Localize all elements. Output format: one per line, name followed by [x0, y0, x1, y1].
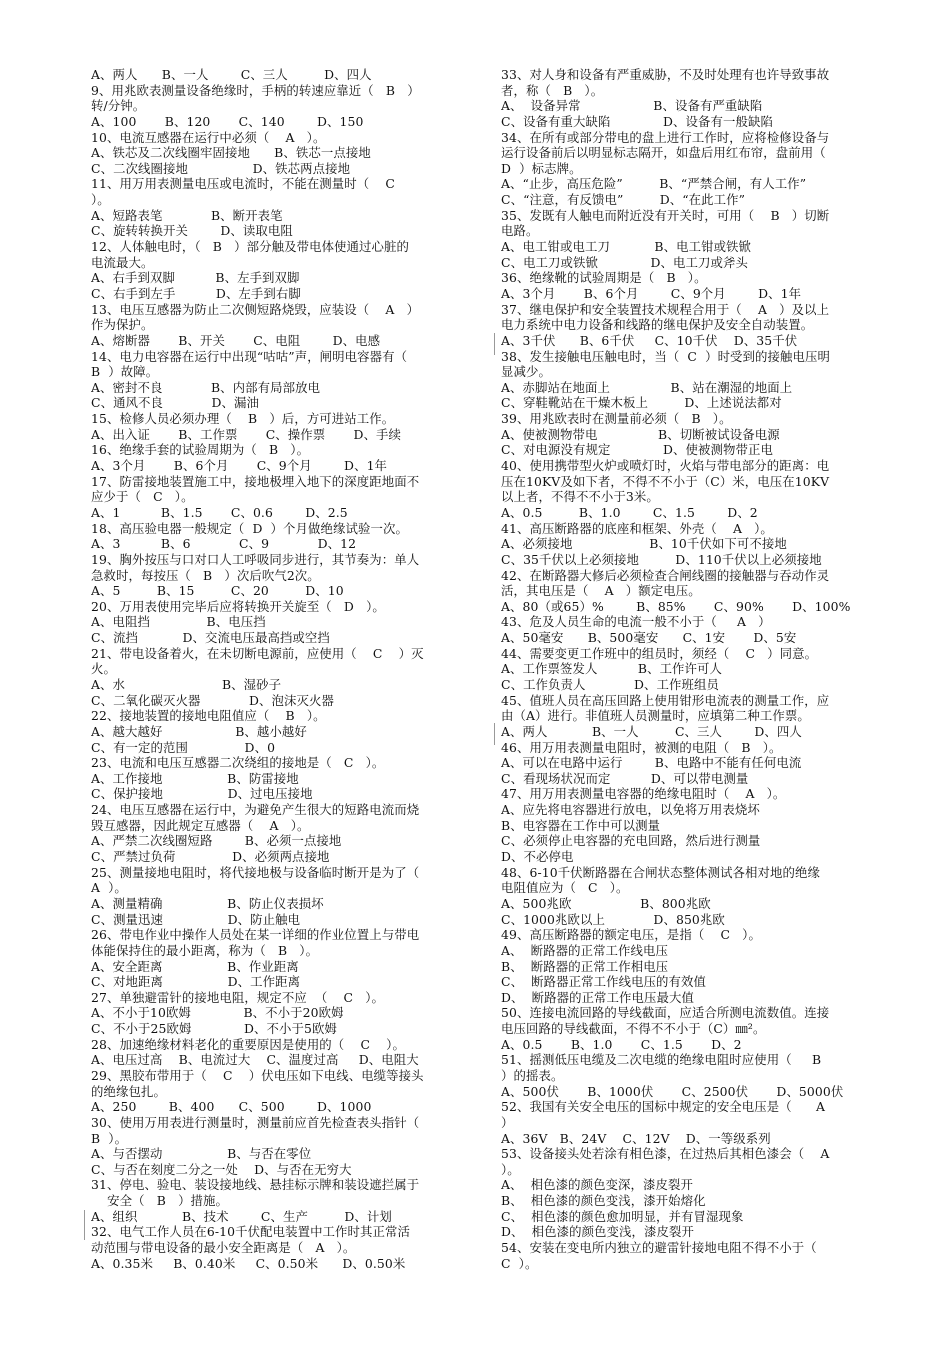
text-line: C、对地距离 D、工作距离 — [91, 974, 301, 990]
text-line: 52、我国有关安全电压的国标中规定的安全电压是（ A — [501, 1099, 826, 1115]
text-line: C、通风不良 D、漏油 — [91, 395, 260, 411]
text-line: D、不必停电 — [501, 849, 574, 865]
text-line: A、不小于10欧姆 B、不小于20欧姆 — [91, 1005, 344, 1021]
text-line: A ）。 — [91, 880, 127, 896]
text-line: 47、用万用表测量电容器的绝缘电阻时（ A ）。 — [501, 786, 786, 802]
text-line: 电压回路的导线截面，不得不不小于（C）㎜²。 — [501, 1021, 766, 1037]
text-line: A、右手到双脚 B、左手到双脚 — [91, 270, 300, 286]
text-line: A、250 B、400 C、500 D、1000 — [91, 1099, 372, 1115]
text-line: C、与否在刻度二分之一处 D、与否在无穷大 — [91, 1161, 352, 1177]
margin-mark — [84, 1210, 86, 1240]
text-line: 51、摇测低压电缆及二次电缆的绝缘电阻时应使用（ B — [501, 1052, 822, 1068]
text-line: A、必须接地 B、10千伏如下可不接地 — [501, 536, 787, 552]
text-line: 33、对人身和设备有严重威胁，不及时处理有也许导致事故 — [501, 67, 830, 82]
text-line: C、二氧化碳灭火器 D、泡沫灭火器 — [91, 692, 334, 708]
text-line: 28、加速绝缘材料老化的重要原因是使用的（ C ）。 — [91, 1036, 405, 1052]
text-line: C、 断路器正常工作线电压的有效值 — [501, 974, 707, 990]
text-line: A、铁芯及二次线圈牢固接地 B、铁芯一点接地 — [91, 145, 371, 161]
text-line: A、3个月 B、6个月 C、9个月 D、1年 — [501, 285, 802, 301]
text-line: 压在10KV及如下者，不得不不小于（C）米，电压在10KV — [501, 473, 830, 489]
text-line: 12、人体触电时，（ B ）部分触及带电体使通过心脏的 — [91, 239, 409, 255]
text-line: B ）故障。 — [91, 364, 159, 380]
text-line: 13、电压互感器为防止二次侧短路烧毁，应装设（ A ） — [91, 301, 420, 317]
text-line: 40、使用携带型火炉或喷灯时，火焰与带电部分的距离：电 — [501, 458, 830, 474]
text-line: C、“注意，有反馈电” D、“在此工作” — [501, 192, 746, 208]
text-line: A、严禁二次线圈短路 B、必须一点接地 — [91, 833, 342, 849]
text-line: 25、测量接地电阻时，将代接地极与设备临时断开是为了（ — [91, 864, 420, 880]
text-line: 以上者，不得不不小于3米。 — [501, 489, 659, 505]
text-line: A、100 B、120 C、140 D、150 — [91, 113, 364, 129]
text-line: ）。 — [91, 192, 110, 208]
left-column — [91, 67, 468, 1271]
text-line: A、工作接地 B、防雷接地 — [91, 770, 299, 786]
text-line: A、80（或65）% B、85% C、90% D、100% — [501, 598, 851, 614]
text-line: 22、接地装置的接地电阻值应（ B ）。 — [91, 708, 326, 724]
text-line: 活，其电压是（ A ）额定电压。 — [501, 583, 701, 599]
text-line: 30、使用万用表进行测量时，测量前应首先检查表头指针（ — [91, 1114, 420, 1130]
right-column — [501, 67, 861, 1271]
text-line: 电路。 — [501, 223, 539, 239]
text-line: C、测量迅速 D、防止触电 — [91, 911, 301, 927]
text-line: A、两人 B、一人 C、三人 D、四人 — [91, 67, 372, 82]
text-line: A、1 B、1.5 C、0.6 D、2.5 — [91, 504, 348, 520]
text-line: A、500伏 B、1000伏 C、2500伏 D、5000伏 — [501, 1083, 844, 1099]
text-line: 54、安装在变电所内独立的避雷针接地电阻不得不小于（ — [501, 1240, 817, 1256]
text-line: 46、用万用表测量电阻时，被测的电阻（ B ）。 — [501, 739, 782, 755]
text-line: 电阻值应为（ C ）。 — [501, 880, 629, 896]
text-line: 53、设备接头处若涂有相色漆，在过热后其相色漆会（ A — [501, 1146, 830, 1162]
text-line: A、3个月 B、6个月 C、9个月 D、1年 — [91, 458, 388, 474]
text-line: C、旋转转换开关 D、读取电阻 — [91, 223, 293, 239]
text-line: A、 相色漆的颜色变深，漆皮裂开 — [501, 1177, 693, 1193]
text-line: 44、需要变更工作班中的组员时，须经（ C ）同意。 — [501, 645, 818, 661]
text-line: A、密封不良 B、内部有局部放电 — [91, 379, 321, 395]
text-line: 17、防雷接地装置施工中，接地极埋入地下的深度距地面不 — [91, 473, 420, 489]
text-line: A、可以在电路中运行 B、电路中不能有任何电流 — [501, 755, 802, 771]
text-line: 毁互感器，因此规定互感器（ A ）。 — [91, 817, 310, 833]
text-line: 动范围与带电设备的最小安全距离是（ A ）。 — [91, 1240, 356, 1256]
text-line: A、与否摆动 B、与否在零位 — [91, 1146, 312, 1162]
text-line: A、两人 B、一人 C、三人 D、四人 — [501, 723, 802, 739]
text-line: 火。 — [91, 661, 116, 677]
text-line: 体能保持住的最小距离，称为（ B ）。 — [91, 942, 319, 958]
text-line: B、电容器在工作中可以测量 — [501, 817, 661, 833]
text-line: 27、单独避雷针的接地电阻，规定不应 （ C ）。 — [91, 989, 385, 1005]
text-line: C、1000兆欧以上 D、850兆欧 — [501, 911, 725, 927]
text-line: A、使被测物带电 B、切断被试设备电源 — [501, 426, 780, 442]
text-line: A、500兆欧 B、800兆欧 — [501, 895, 711, 911]
text-line: ）的摇表。 — [501, 1068, 564, 1083]
text-line: 38、发生接触电压触电时，当（ C ）时受到的接触电压明 — [501, 348, 830, 364]
text-line: D ）标志牌。 — [501, 160, 582, 176]
text-line: C、流挡 D、交流电压最高挡或空挡 — [91, 630, 330, 646]
text-line: A、0.35米 B、0.40米 C、0.50米 D、0.50米 — [91, 1255, 406, 1271]
text-line: C、设备有重大缺陷 D、设备有一般缺陷 — [501, 113, 773, 129]
text-line: 23、电流和电压互感器二次绕组的接地是（ C ）。 — [91, 755, 385, 771]
text-line: 电力系统中电力设备和线路的继电保护及安全自动装置。 — [501, 317, 814, 333]
text-line: 电流最大。 — [91, 254, 154, 270]
text-line: 20、万用表使用完毕后应将转换开关旋至（ D ）。 — [91, 598, 385, 614]
text-line: C、35千伏以上必须接地 D、110千伏以上必须接地 — [501, 551, 822, 567]
text-line: C、对电源没有规定 D、使被测物带正电 — [501, 442, 773, 458]
text-line: 应少于（ C ）。 — [91, 489, 194, 505]
text-line: 26、带电作业中操作人员处在某一详细的作业位置上与带电 — [91, 927, 420, 943]
text-line: 9、用兆欧表测量设备绝缘时，手柄的转速应靠近（ B ） — [91, 82, 420, 98]
text-line: 49、高压断路器的额定电压，是指（ C ）。 — [501, 927, 761, 943]
text-line: A、安全距离 B、作业距离 — [91, 958, 299, 974]
text-line: 39、用兆欧表时在测量前必须（ B ）。 — [501, 411, 732, 427]
text-line: B、 断路器的正常工作相电压 — [501, 958, 669, 974]
text-line: C、有一定的范围 D、0 — [91, 739, 276, 755]
text-line: 35、发既有人触电而附近没有开关时，可用（ B ）切断 — [501, 207, 830, 223]
text-line: 转/分钟。 — [91, 98, 146, 114]
text-line: 急救时，每按压（ B ）次后吹气2次。 — [91, 567, 320, 583]
text-line: 运行设备前后以明显标志隔开，如盘后用红布帘，盘前用（ — [501, 145, 826, 161]
text-line: 37、继电保护和安全装置技术规程合用于（ A ）及以上 — [501, 301, 830, 317]
text-line: A、电压过高 B、电流过大 C、温度过高 D、电阻大 — [91, 1052, 419, 1068]
text-line: 31、停电、验电、装设接地线、悬挂标示牌和装设遮拦属于 — [91, 1177, 420, 1193]
text-line: A、工作票签发人 B、工作许可人 — [501, 661, 723, 677]
text-line: A、 断路器的正常工作线电压 — [501, 942, 669, 958]
text-line: 的绝缘包扎。 — [91, 1083, 166, 1099]
text-line: A、熔断器 B、开关 C、电阻 D、电感 — [91, 332, 381, 348]
text-line: 42、在断路器大修后必须检查合闸线圈的接触器与吞动作灵 — [501, 567, 830, 583]
text-line: A、0.5 B、1.0 C、1.5 D、2 — [501, 504, 758, 520]
text-line: A、越大越好 B、越小越好 — [91, 723, 307, 739]
text-line: 34、在所有或部分带电的盘上进行工作时，应将检修设备与 — [501, 129, 830, 145]
text-line: 作为保护。 — [91, 317, 154, 333]
text-line: 29、黑胶布带用于（ C ）伏电压如下电线、电缆等接头 — [91, 1068, 424, 1083]
text-line: A、36V B、24V C、12V D、一等级系列 — [501, 1130, 771, 1146]
text-line: C、保护接地 D、过电压接地 — [91, 786, 313, 802]
text-line: 41、高压断路器的底座和框架、外壳（ A ）。 — [501, 520, 773, 536]
text-line: C、看现场状况而定 D、可以带电测量 — [501, 770, 749, 786]
text-line: A、0.5 B、1.0 C、1.5 D、2 — [501, 1036, 742, 1052]
text-line: 16、绝缘手套的试验周期为（ B ）。 — [91, 442, 310, 458]
text-line: A、测量精确 B、防止仪表损坏 — [91, 895, 324, 911]
text-line: C、电工刀或铁锨 D、电工刀或斧头 — [501, 254, 748, 270]
text-line: 安全（ B ）措施。 — [91, 1193, 229, 1209]
text-line: A、“止步，高压危险” B、“严禁合闸，有人工作” — [501, 176, 807, 192]
text-line: A、3千伏 B、6千伏 C、10千伏 D、35千伏 — [501, 332, 798, 348]
text-line: A、电阻挡 B、电压挡 — [91, 614, 266, 630]
text-line: ）。 — [501, 1161, 520, 1177]
text-line: C、二次线圈接地 D、铁芯两点接地 — [91, 160, 351, 176]
text-line: 11、用万用表测量电压或电流时，不能在测量时（ C — [91, 176, 396, 192]
text-line: 43、危及人员生命的电流一般不小于（ A ） — [501, 614, 771, 630]
text-line: 45、值班人员在高压回路上使用钳形电流表的测量工作，应 — [501, 692, 830, 708]
text-line: 24、电压互感器在运行中，为避免产生很大的短路电流而烧 — [91, 802, 420, 818]
text-line: B ）。 — [91, 1130, 128, 1146]
text-line: 者，称（ B ）。 — [501, 82, 604, 98]
text-line: 50、连接电流回路的导线截面，应适合所测电流数值。连接 — [501, 1005, 830, 1021]
text-line: D、 相色漆的颜色变浅，漆皮裂开 — [501, 1224, 694, 1240]
text-line: B、 相色漆的颜色变浅，漆开始熔化 — [501, 1193, 706, 1209]
text-line: A、出入证 B、工作票 C、操作票 D、手续 — [91, 426, 402, 442]
text-line: C、严禁过负荷 D、必须两点接地 — [91, 849, 330, 865]
text-line: A、短路表笔 B、断开表笔 — [91, 207, 283, 223]
text-line: C、 相色漆的颜色愈加明显，并有冒湿现象 — [501, 1208, 744, 1224]
text-line: 19、胸外按压与口对口人工呼吸同步进行，其节奏为：单人 — [91, 551, 420, 567]
text-line: A、5 B、15 C、20 D、10 — [91, 583, 344, 599]
text-line: 21、带电设备着火，在未切断电源前，应使用（ C ）灭 — [91, 645, 424, 661]
text-line: A、3 B、6 C、9 D、12 — [91, 536, 357, 552]
text-line: A、电工钳或电工刀 B、电工钳或铁锨 — [501, 239, 752, 255]
text-line: 显减少。 — [501, 364, 551, 380]
text-line: A、赤脚站在地面上 B、站在潮湿的地面上 — [501, 379, 793, 395]
margin-mark — [494, 723, 496, 745]
text-line: 由（A）进行。非值班人员测量时，应填第二种工作票。 — [501, 708, 810, 724]
text-line: A、50毫安 B、500毫安 C、1安 D、5安 — [501, 630, 797, 646]
text-line: 15、检修人员必须办理（ B ）后，方可进站工作。 — [91, 411, 395, 427]
text-line: 10、电流互感器在运行中必须（ A ）。 — [91, 129, 326, 145]
text-line: C、必须停止电容器的充电回路，然后进行测量 — [501, 833, 761, 849]
text-line: A、水 B、湿砂子 — [91, 676, 282, 692]
text-line: 36、绝缘靴的试验周期是（ B ）。 — [501, 270, 707, 286]
text-line: C、不小于25欧姆 D、不小于5欧姆 — [91, 1021, 337, 1037]
text-line: A、组织 B、技术 C、生产 D、计划 — [91, 1208, 392, 1224]
margin-mark — [494, 333, 496, 355]
text-line: C、工作负责人 D、工作班组员 — [501, 676, 719, 692]
text-line: 48、6-10千伏断路器在合闸状态整体测试各相对地的绝缘 — [501, 864, 820, 880]
text-line: 18、高压验电器一般规定（ D ）个月做绝缘试验一次。 — [91, 520, 408, 536]
text-line: C、穿鞋靴站在干燥木板上 D、上述说法都对 — [501, 395, 782, 411]
text-line: 32、电气工作人员在6-10千伏配电装置中工作时其正常活 — [91, 1224, 410, 1240]
text-line: C ）。 — [501, 1255, 538, 1271]
text-line: ） — [501, 1114, 514, 1130]
text-line: C、右手到左手 D、左手到右脚 — [91, 285, 301, 301]
text-line: A、应先将电容器进行放电，以免将万用表烧坏 — [501, 802, 760, 818]
text-line: 14、电力电容器在运行中出现“咕咕”声，闸明电容器有（ — [91, 348, 408, 364]
text-line: A、 设备异常 B、设备有严重缺陷 — [501, 98, 763, 114]
text-line: D、 断路器的正常工作电压最大值 — [501, 989, 694, 1005]
